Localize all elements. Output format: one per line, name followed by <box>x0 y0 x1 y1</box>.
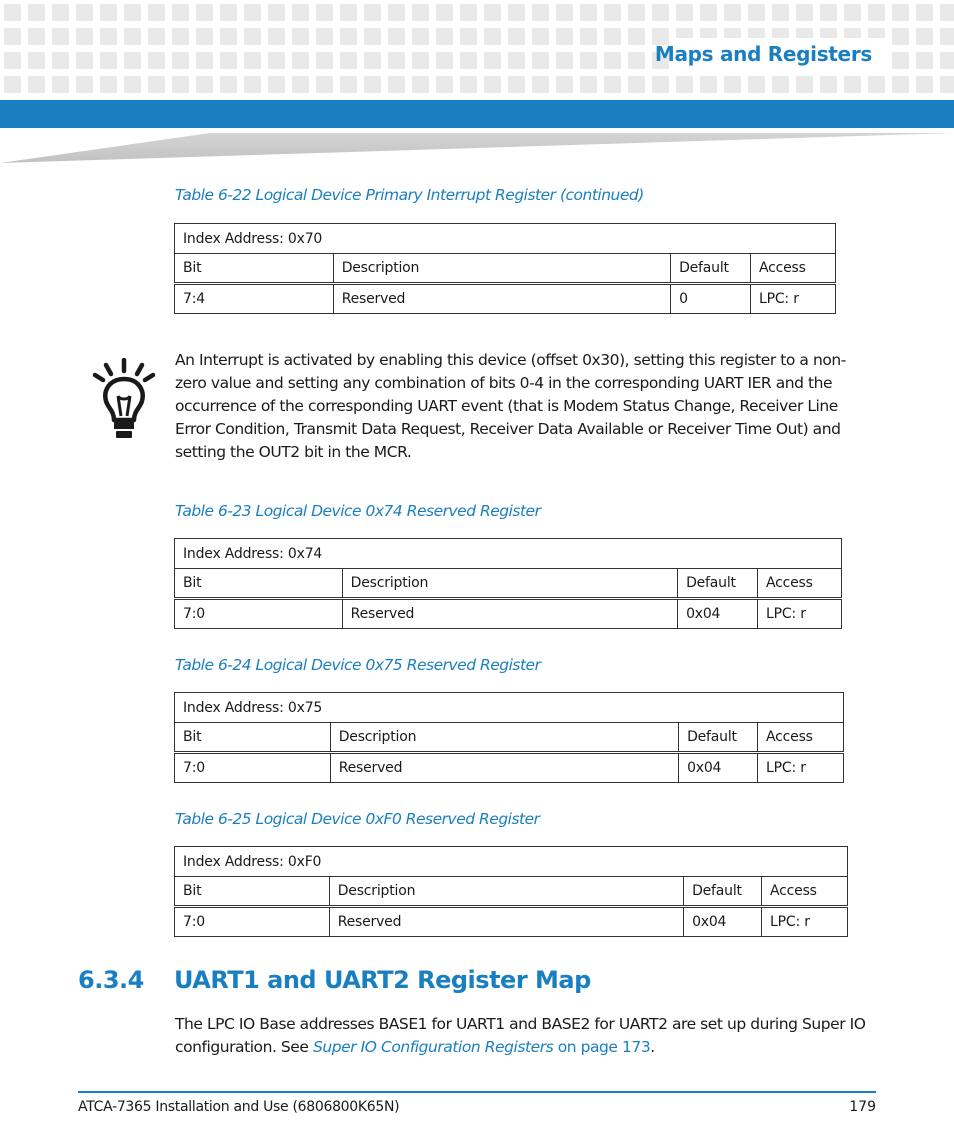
lightbulb-icon <box>92 358 156 442</box>
cell-access: LPC: r <box>751 284 836 314</box>
register-table-6-24 <box>174 692 844 783</box>
column-header-default: Default <box>679 723 758 753</box>
column-header-default: Default <box>678 569 758 599</box>
cell-access: LPC: r <box>758 753 844 783</box>
cell-description: Reserved <box>333 284 670 314</box>
cell-description: Reserved <box>342 599 677 629</box>
page-header-title: Maps and Registers <box>654 42 872 66</box>
cell-bit: 7:0 <box>175 599 343 629</box>
column-header-description: Description <box>342 569 677 599</box>
table-caption-6-23: Table 6-23 Logical Device 0x74 Reserved Register <box>175 502 541 520</box>
cell-default: 0 <box>671 284 751 314</box>
index-address-cell: Index Address: 0x74 <box>175 539 842 569</box>
table-row <box>175 907 848 937</box>
cell-access: LPC: r <box>762 907 848 937</box>
table-row <box>175 753 844 783</box>
column-header-access: Access <box>762 877 848 907</box>
cell-bit: 7:0 <box>175 753 331 783</box>
register-table-6-25 <box>174 846 848 937</box>
column-header-bit: Bit <box>175 254 334 284</box>
index-address-cell: Index Address: 0x75 <box>175 693 844 723</box>
section-body-text <box>175 1013 875 1059</box>
cell-access: LPC: r <box>758 599 842 629</box>
footer-divider <box>78 1091 876 1093</box>
cell-default: 0x04 <box>684 907 762 937</box>
table-caption-6-25: Table 6-25 Logical Device 0xF0 Reserved Register <box>175 810 540 828</box>
column-header-description: Description <box>330 723 678 753</box>
note-text <box>175 349 865 464</box>
column-header-access: Access <box>751 254 836 284</box>
note-line: zero value and setting any combination of bits 0-4 in the corresponding UART IER and the <box>175 374 833 392</box>
column-header-bit: Bit <box>175 723 331 753</box>
super-io-config-link[interactable]: Super IO Configuration Registers <box>312 1038 554 1056</box>
index-address-cell: Index Address: 0x70 <box>175 224 836 254</box>
column-header-default: Default <box>684 877 762 907</box>
column-header-description: Description <box>329 877 683 907</box>
note-line: An Interrupt is activated by enabling this device (offset 0x30), setting this register to a non- <box>175 351 846 369</box>
table-row <box>175 284 836 314</box>
note-line: Error Condition, Transmit Data Request, Receiver Data Available or Receiver Time Out) and <box>175 420 841 438</box>
note-line: setting the OUT2 bit in the MCR. <box>175 443 412 461</box>
register-table-6-22 <box>174 223 836 314</box>
page-reference-link[interactable]: on page 173 <box>553 1038 651 1056</box>
cell-bit: 7:0 <box>175 907 330 937</box>
column-header-bit: Bit <box>175 569 343 599</box>
cell-bit: 7:4 <box>175 284 334 314</box>
body-text-prefix: configuration. See <box>175 1038 313 1056</box>
section-heading <box>78 966 591 994</box>
register-table-6-23 <box>174 538 842 629</box>
column-header-access: Access <box>758 569 842 599</box>
column-header-access: Access <box>758 723 844 753</box>
index-address-cell: Index Address: 0xF0 <box>175 847 848 877</box>
column-header-default: Default <box>671 254 751 284</box>
header-grey-wedge <box>0 133 954 163</box>
section-number: 6.3.4 <box>78 966 144 994</box>
cell-default: 0x04 <box>679 753 758 783</box>
column-header-bit: Bit <box>175 877 330 907</box>
body-line <box>175 1036 875 1059</box>
cell-description: Reserved <box>329 907 683 937</box>
column-header-description: Description <box>333 254 670 284</box>
body-text-suffix: . <box>650 1038 655 1056</box>
cell-description: Reserved <box>330 753 678 783</box>
section-title: UART1 and UART2 Register Map <box>174 966 591 994</box>
cell-default: 0x04 <box>678 599 758 629</box>
table-row <box>175 599 842 629</box>
table-caption-6-22: Table 6-22 Logical Device Primary Interrupt Register (continued) <box>175 186 644 204</box>
table-caption-6-24: Table 6-24 Logical Device 0x75 Reserved Register <box>175 656 541 674</box>
body-line: The LPC IO Base addresses BASE1 for UART1 and BASE2 for UART2 are set up during Super IO <box>175 1015 866 1033</box>
footer-document-title: ATCA-7365 Installation and Use (6806800K65N) <box>78 1099 400 1115</box>
header-blue-bar <box>0 100 954 128</box>
footer-page-number: 179 <box>849 1099 876 1115</box>
note-line: occurrence of the corresponding UART event (that is Modem Status Change, Receiver Line <box>175 397 838 415</box>
